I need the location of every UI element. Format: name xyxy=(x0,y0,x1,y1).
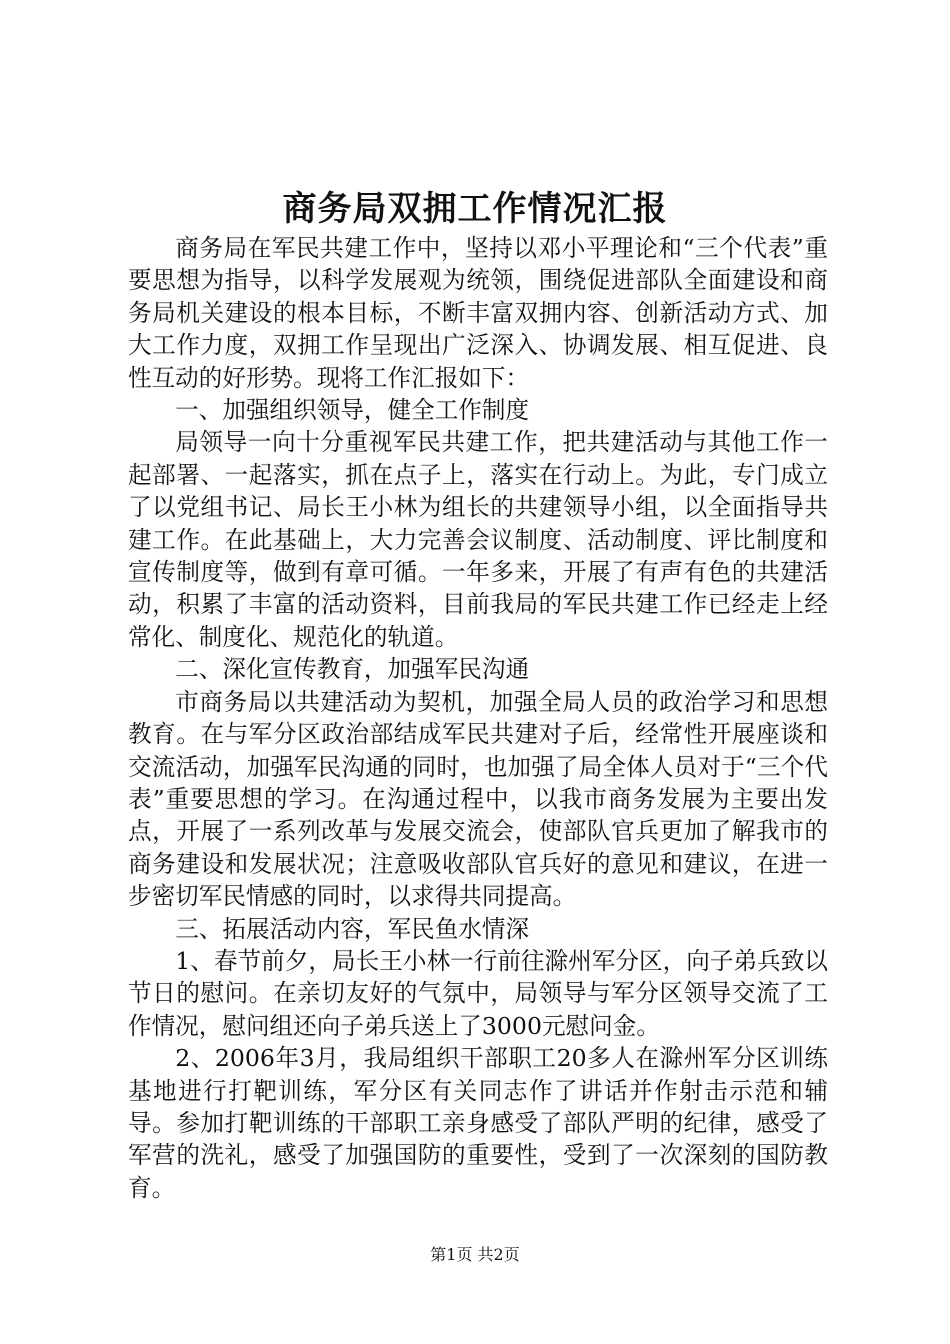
intro-paragraph: 商务局在军民共建工作中，坚持以邓小平理论和“三个代表”重要思想为指导，以科学发展观为统领，围绕促进部队全面建设和商务局机关建设的根本目标，不断丰富双拥内容、创新活动方式、加大工作力度，双拥工作呈现出广泛深入、协调发展、相互促进、良性互动的好形势。现将工作汇报如下： xyxy=(128,234,828,392)
section-heading-2: 二、深化宣传教育，加强军民沟通 xyxy=(175,655,530,684)
section-3-item-1: 1、春节前夕，局长王小林一行前往滁州军分区，向子弟兵致以节日的慰问。在亲切友好的气氛中，局领导与军分区领导交流了工作情况，慰问组还向子弟兵送上了3000元慰问金。 xyxy=(128,946,828,1040)
section-heading-1: 一、加强组织领导，健全工作制度 xyxy=(175,396,530,425)
section-heading-3: 三、拓展活动内容，军民鱼水情深 xyxy=(175,914,530,943)
section-1-paragraph: 局领导一向十分重视军民共建工作，把共建活动与其他工作一起部署、一起落实，抓在点子上，落实在行动上。为此，专门成立了以党组书记、局长王小林为组长的共建领导小组，以全面指导共建工作。在此基础上，大力完善会议制度、活动制度、评比制度和宣传制度等，做到有章可循。一年多来，开展了有声有色的共建活动，积累了丰富的活动资料，目前我局的军民共建工作已经走上经常化、制度化、规范化的轨道。 xyxy=(128,428,828,651)
section-2-paragraph: 市商务局以共建活动为契机，加强全局人员的政治学习和思想教育。在与军分区政治部结成军民共建对子后，经常性开展座谈和交流活动，加强军民沟通的同时，也加强了局全体人员对于“三个代表”重要思想的学习。在沟通过程中，以我市商务发展为主要出发点，开展了一系列改革与发展交流会，使部队官兵更加了解我市的商务建设和发展状况；注意吸收部队官兵好的意见和建议，在进一步密切军民情感的同时，以求得共同提高。 xyxy=(128,687,828,911)
section-3-item-2: 2、2006年3月，我局组织干部职工20多人在滁州军分区训练基地进行打靶训练，军分区有关同志作了讲话并作射击示范和辅导。参加打靶训练的干部职工亲身感受了部队严明的纪律，感受了军营的洗礼，感受了加强国防的重要性，受到了一次深刻的国防教育。 xyxy=(128,1044,828,1202)
document-title: 商务局双拥工作情况汇报 xyxy=(282,189,668,229)
page-footer: 第1页 共2页 xyxy=(430,1245,520,1264)
document-body xyxy=(128,232,828,1204)
